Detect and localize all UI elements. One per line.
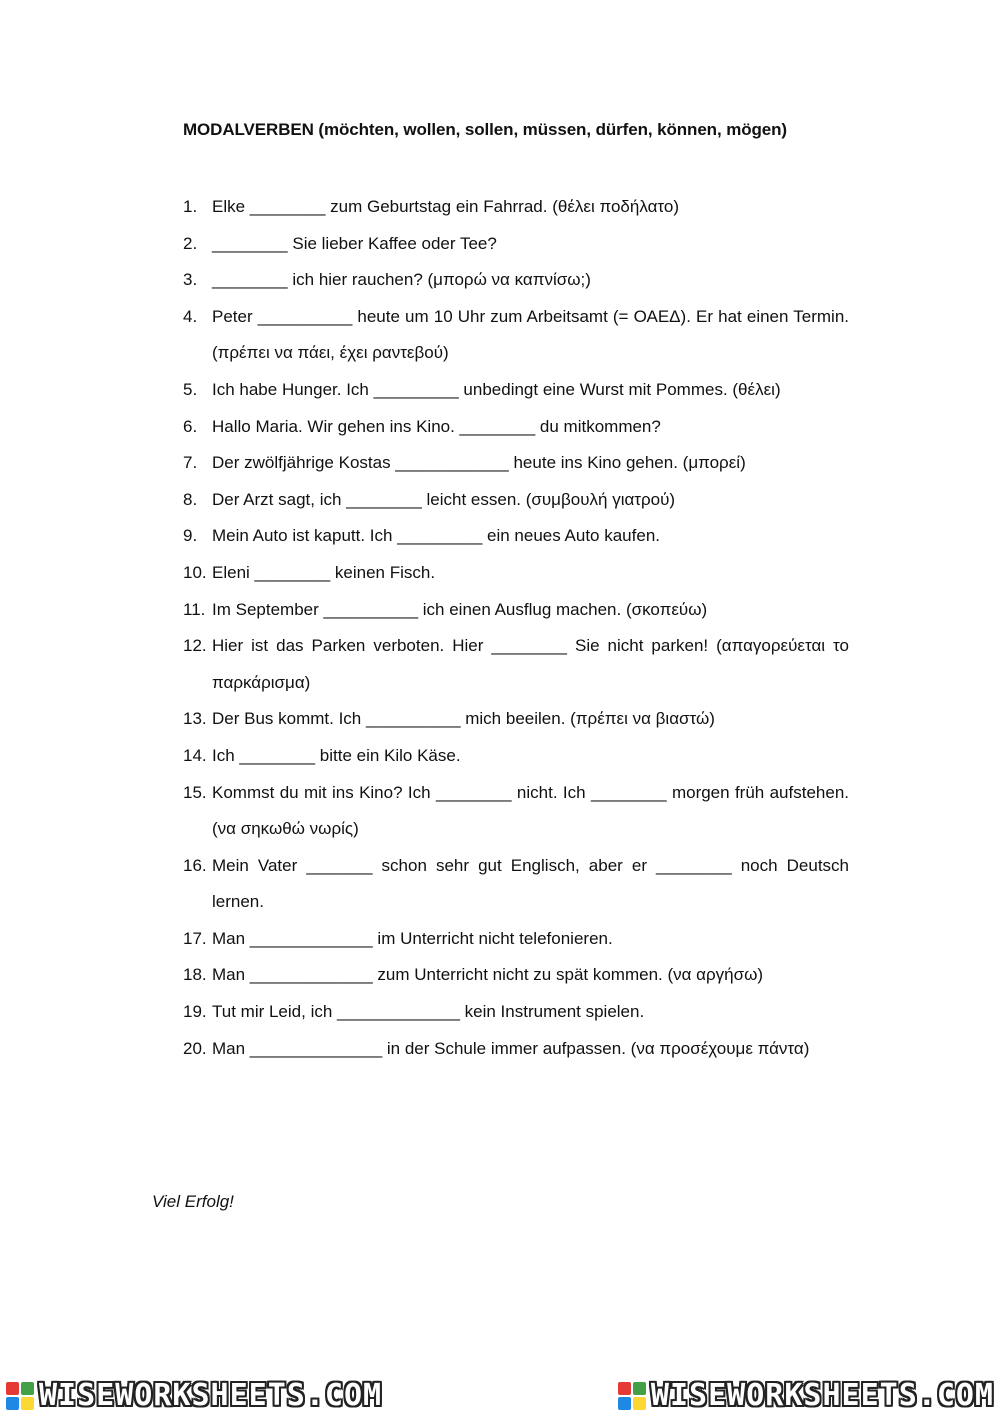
item-text: Peter __________ heute um 10 Uhr zum Arbeitsamt (= ΟΑΕΔ). Er hat einen Termin. (πρέπει να πάει, έχει ραντεβού) <box>212 306 849 363</box>
logo-square-icon <box>6 1397 19 1410</box>
logo-square-icon <box>633 1397 646 1410</box>
item-text: ________ ich hier rauchen? (μπορώ να καπνίσω;) <box>212 270 591 290</box>
item-text: Tut mir Leid, ich _____________ kein Instrument spielen. <box>212 1002 645 1022</box>
item-number: 15. <box>183 782 207 802</box>
item-text: Mein Auto ist kaputt. Ich _________ ein neues Auto kaufen. <box>212 526 660 546</box>
item-text: Ich habe Hunger. Ich _________ unbedingt eine Wurst mit Pommes. (θέλει) <box>212 379 781 399</box>
exercise-item-16 <box>183 848 849 921</box>
item-text: Im September __________ ich einen Ausflug machen. (σκοπεύω) <box>212 599 708 619</box>
logo-square-icon <box>633 1382 646 1395</box>
exercise-item-1 <box>183 189 849 226</box>
exercise-item-9 <box>183 518 849 555</box>
item-number: 17. <box>183 928 207 948</box>
item-number: 19. <box>183 1002 207 1022</box>
exercise-item-2 <box>183 226 849 263</box>
item-number: 4. <box>183 306 198 326</box>
watermark <box>6 1378 382 1413</box>
watermark-text: WISEWORKSHEETS.COM <box>39 1378 383 1413</box>
worksheet-title: MODALVERBEN (möchten, wollen, sollen, müssen, dürfen, können, mögen) <box>183 120 787 139</box>
exercise-item-6 <box>183 409 849 446</box>
exercise-item-20 <box>183 1031 849 1068</box>
item-text: Der Arzt sagt, ich ________ leicht essen. (συμβουλή γιατρού) <box>212 489 676 509</box>
exercise-item-18 <box>183 957 849 994</box>
item-number: 13. <box>183 709 207 729</box>
item-text: Eleni ________ keinen Fisch. <box>212 562 436 582</box>
item-number: 11. <box>183 599 206 619</box>
exercise-item-3 <box>183 262 849 299</box>
watermark <box>618 1378 994 1413</box>
exercise-item-7 <box>183 445 849 482</box>
item-text: Der Bus kommt. Ich __________ mich beeilen. (πρέπει να βιαστώ) <box>212 709 715 729</box>
item-text: Der zwölfjährige Kostas ____________ heute ins Kino gehen. (μπορεί) <box>212 453 746 473</box>
watermark-footer <box>0 1378 1000 1413</box>
logo-square-icon <box>6 1382 19 1395</box>
exercise-item-4 <box>183 299 849 372</box>
item-text: Man ______________ in der Schule immer aufpassen. (να προσέχουμε πάντα) <box>212 1038 810 1058</box>
item-text: Man _____________ zum Unterricht nicht zu spät kommen. (να αργήσω) <box>212 965 764 985</box>
item-number: 16. <box>183 855 207 875</box>
item-text: Hier ist das Parken verboten. Hier ________ Sie nicht parken! (απαγορεύεται το παρκάρισμα) <box>212 636 849 692</box>
logo-icon <box>6 1382 34 1410</box>
item-text: Hallo Maria. Wir gehen ins Kino. ________ du mitkommen? <box>212 416 661 436</box>
item-text: ________ Sie lieber Kaffee oder Tee? <box>212 233 497 253</box>
exercise-list <box>183 189 849 1067</box>
item-number: 12. <box>183 636 207 656</box>
item-text: Man _____________ im Unterricht nicht telefonieren. <box>212 928 613 948</box>
logo-square-icon <box>618 1397 631 1410</box>
item-number: 7. <box>183 453 198 473</box>
exercise-item-11 <box>183 592 849 629</box>
item-text: Mein Vater _______ schon sehr gut Englisch, aber er ________ noch Deutsch lernen. <box>212 855 849 912</box>
item-number: 6. <box>183 416 198 436</box>
item-number: 9. <box>183 526 198 546</box>
item-number: 10. <box>183 562 207 582</box>
logo-icon <box>618 1382 646 1410</box>
item-number: 14. <box>183 745 207 765</box>
logo-square-icon <box>21 1382 34 1395</box>
item-number: 5. <box>183 379 198 399</box>
item-text: Kommst du mit ins Kino? Ich ________ nicht. Ich ________ morgen früh aufstehen. (να σηκωθώ νωρίς) <box>212 782 849 839</box>
closing-text: Viel Erfolg! <box>152 1192 234 1211</box>
exercise-item-12 <box>183 628 849 701</box>
item-number: 8. <box>183 489 198 509</box>
logo-square-icon <box>618 1382 631 1395</box>
exercise-item-5 <box>183 372 849 409</box>
exercise-item-19 <box>183 994 849 1031</box>
watermark-text: WISEWORKSHEETS.COM <box>650 1378 994 1413</box>
item-number: 1. <box>183 197 198 216</box>
item-number: 3. <box>183 270 198 290</box>
exercise-item-13 <box>183 701 849 738</box>
exercise-item-15 <box>183 775 849 848</box>
logo-square-icon <box>21 1397 34 1410</box>
exercise-item-17 <box>183 921 849 958</box>
item-text: Ich ________ bitte ein Kilo Käse. <box>212 745 461 765</box>
item-text: Elke ________ zum Geburtstag ein Fahrrad. (θέλει ποδήλατο) <box>212 197 679 216</box>
item-number: 20. <box>183 1038 207 1058</box>
exercise-item-8 <box>183 482 849 519</box>
item-number: 18. <box>183 965 207 985</box>
exercise-item-14 <box>183 738 849 775</box>
exercise-item-10 <box>183 555 849 592</box>
item-number: 2. <box>183 233 198 253</box>
